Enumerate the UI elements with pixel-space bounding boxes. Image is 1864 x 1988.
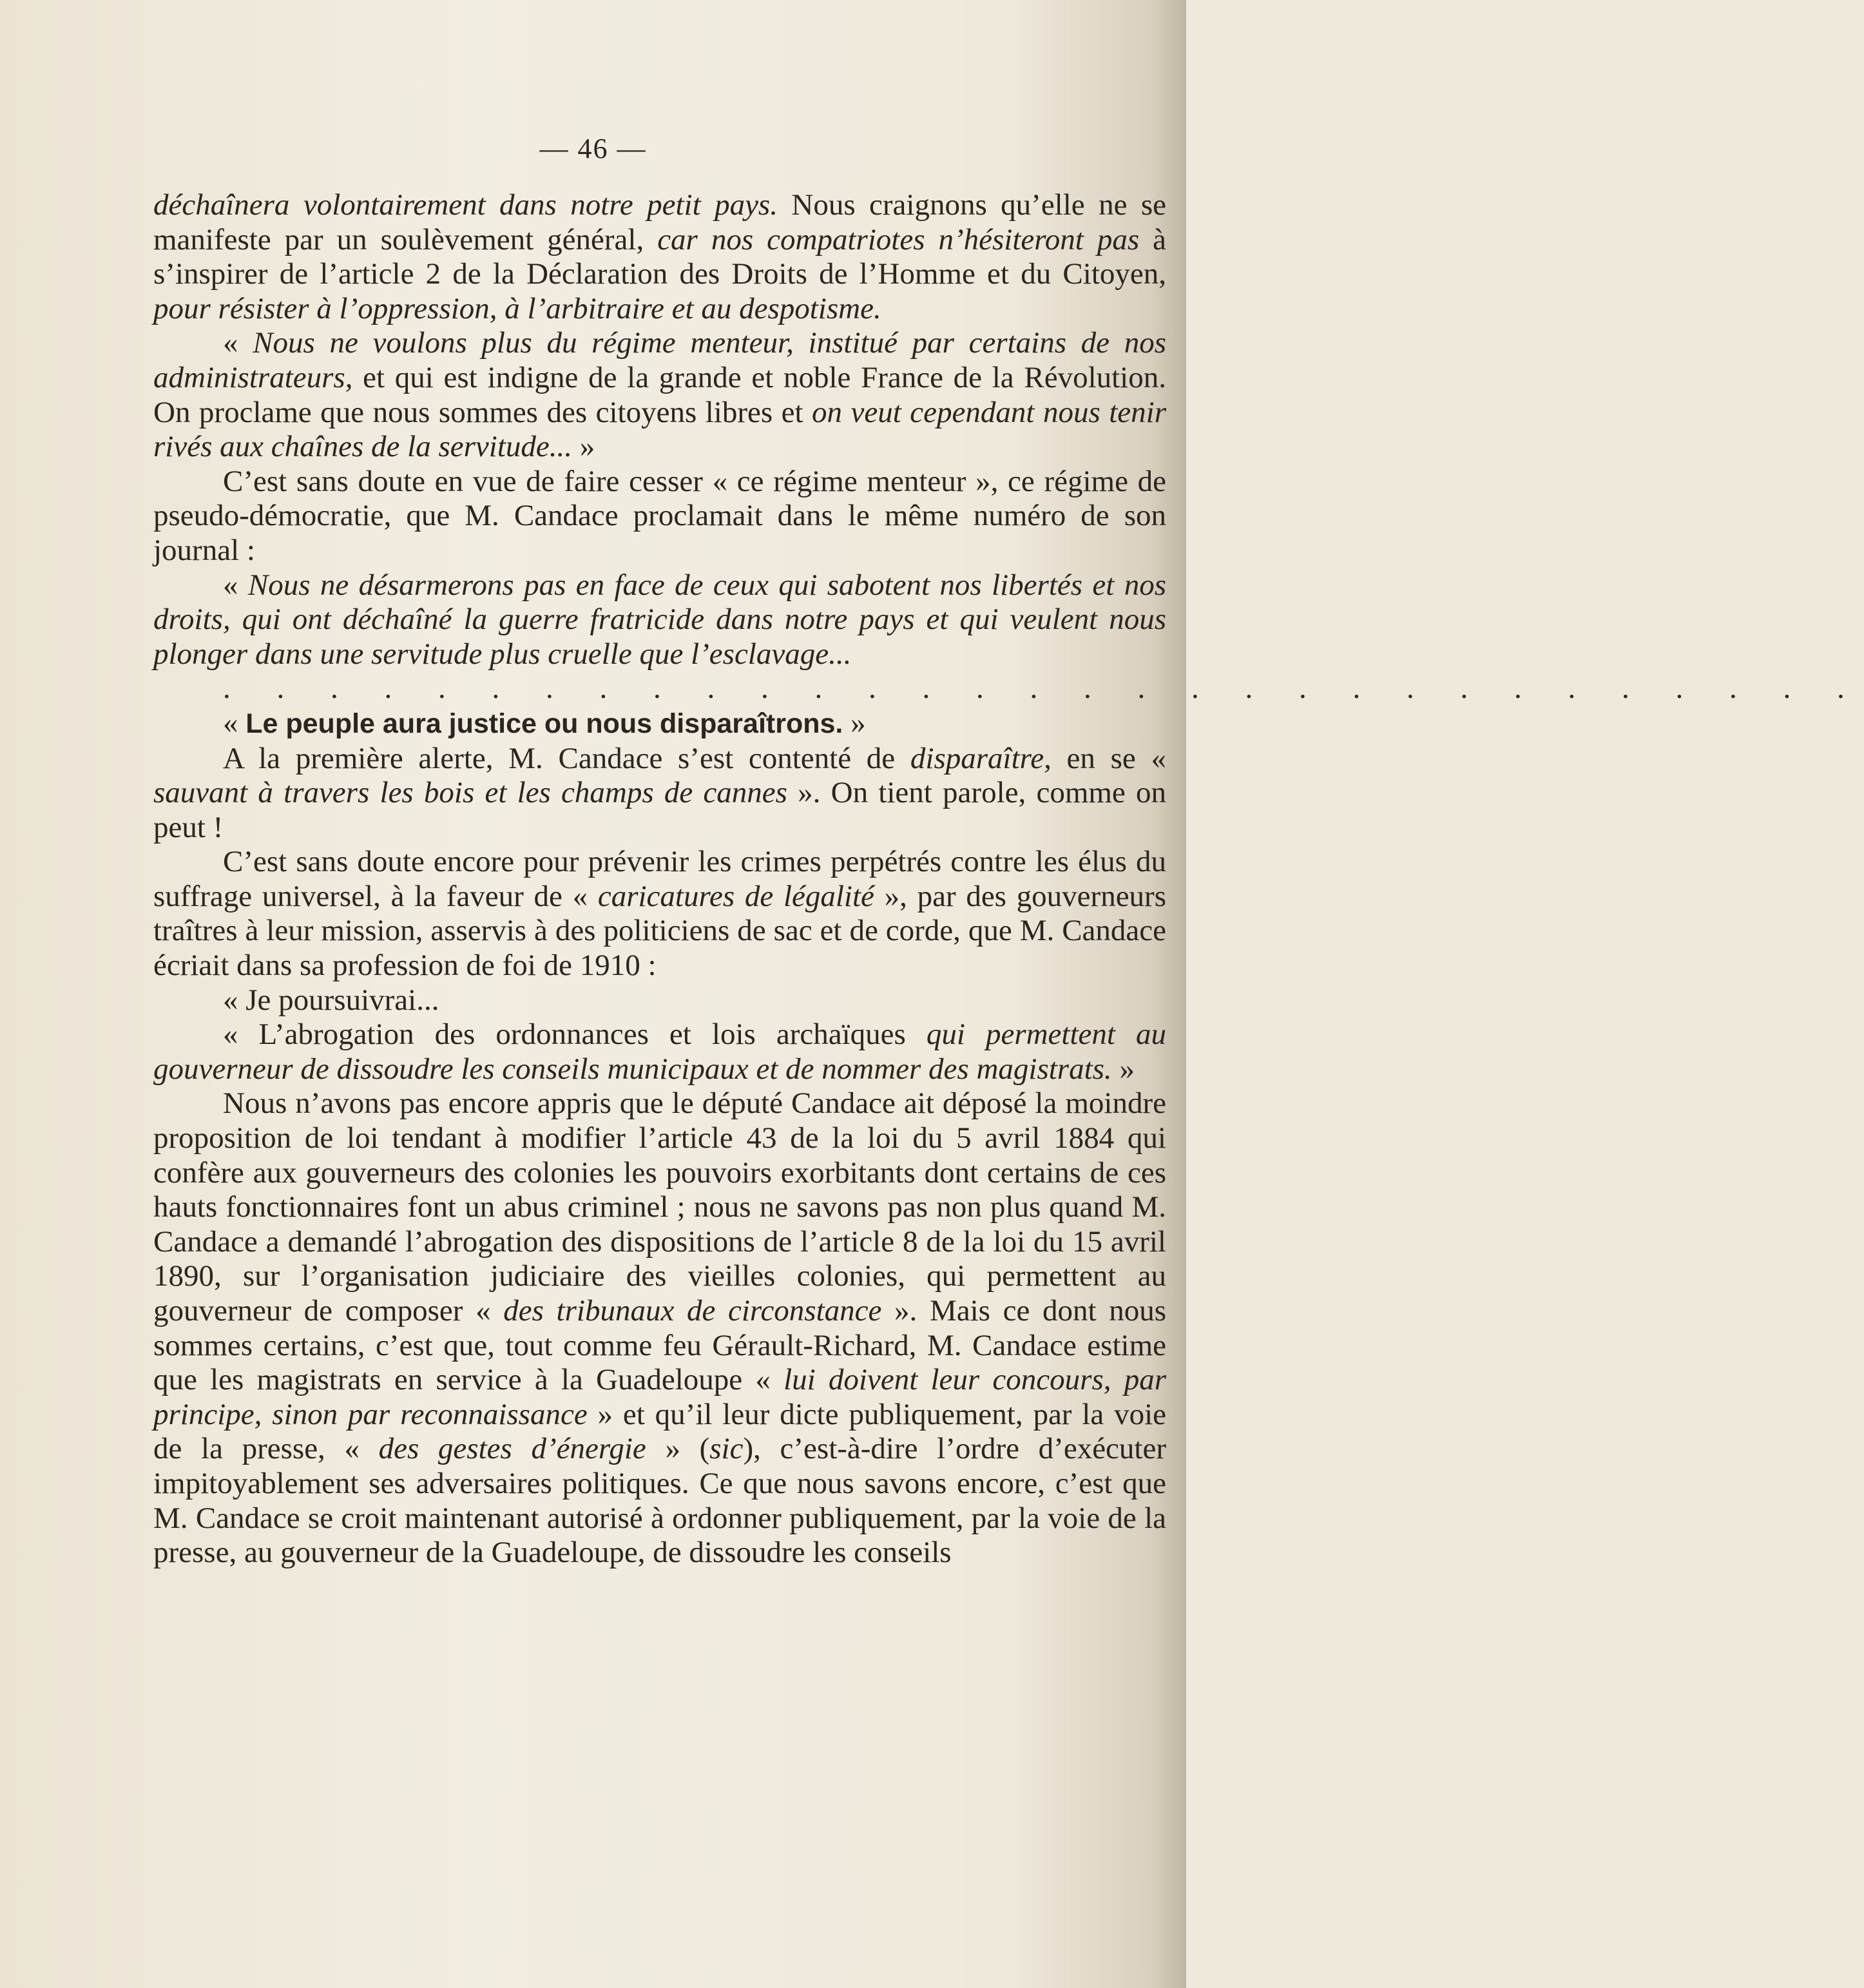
text-segment: » (	[646, 1432, 710, 1466]
text-segment: »	[572, 430, 595, 464]
paragraph	[153, 1086, 1166, 1570]
text-segment: à s’inspirer de l’article 2 de la Déclaration des Droits de l’Homme et du Citoyen,	[153, 222, 1166, 291]
text-segment: « Je poursuivrai...	[223, 983, 439, 1017]
ellipsis-dots-row: . . . . . . . . . . . . . . . . . . . . . . . . . . . . . . .	[223, 671, 1864, 706]
paragraph	[153, 742, 1166, 845]
text-segment: », par des gouverneurs traîtres à leur mission, asservis à des politiciens de sac et de corde, que M. Candace écriait dans sa profession de foi de 1910 :	[153, 879, 1166, 983]
paragraph	[153, 465, 1166, 568]
italic-text-segment: pour résister à l’oppression, à l’arbitraire et au despotisme.	[153, 291, 881, 325]
paragraph	[153, 983, 1166, 1018]
text-segment: « L’abrogation des ordonnances et lois archaïques	[223, 1018, 927, 1052]
text-segment: en se «	[1051, 741, 1167, 775]
text-segment: ». On tient parole, comme on peut !	[153, 776, 1167, 844]
italic-text-segment: déchaînera volontairement dans notre petit pays.	[153, 188, 778, 222]
paragraph	[153, 568, 1166, 672]
text-segment: »	[1111, 1052, 1135, 1086]
italic-text-segment: des tribunaux de circonstance	[503, 1294, 882, 1327]
text-segment: ), c’est-à-dire l’ordre d’exécuter impitoyablement ses adversaires politiques. Ce que nous savons encore, c’est que M. Candace se croit maintenant autorisé à ordonner publiquement, par la voie de la presse, au gouverneur de la Guadeloupe, de dissoudre les conseils	[153, 1432, 1166, 1570]
text-block-upper	[153, 188, 1166, 671]
italic-text-segment: car nos compatriotes n’hésiteront pas	[657, 222, 1140, 256]
italic-text-segment: on veut cependant nous tenir rivés aux chaînes de la servitude...	[153, 395, 1166, 464]
italic-text-segment: lui doivent leur concours, par principe, sinon par reconnaissance	[153, 1363, 1166, 1431]
italic-text-segment: disparaître,	[910, 741, 1052, 775]
paragraph	[153, 326, 1166, 464]
italic-text-segment: des gestes d’énergie	[378, 1432, 646, 1466]
text-segment: C’est sans doute en vue de faire cesser « ce régime menteur », ce régime de pseudo-démocratie, que M. Candace proclamait dans le même numéro de son journal :	[153, 464, 1166, 567]
italic-text-segment: caricatures de légalité	[597, 879, 874, 913]
text-segment: «	[223, 568, 248, 602]
heading-close-quote: »	[843, 706, 866, 740]
text-segment: » et qu’il leur dicte publiquement, par la voie de la presse, «	[153, 1397, 1166, 1466]
text-segment: C’est sans doute encore pour prévenir les crimes perpétrés contre les élus du suffrage universel, à la faveur de «	[153, 845, 1166, 913]
italic-text-segment: Nous ne voulons plus du régime menteur, institué par certains de nos administrateurs,	[153, 326, 1167, 394]
text-segment: Nous craignons qu’elle ne se manifeste par un soulèvement général,	[153, 188, 1166, 256]
section-heading	[153, 706, 1166, 742]
text-segment: A la première alerte, M. Candace s’est contenté de	[223, 741, 910, 775]
paragraph	[153, 1018, 1166, 1086]
body-text	[153, 188, 1864, 1570]
heading-text: Le peuple aura justice ou nous disparaîtrons.	[245, 708, 843, 739]
text-segment: ». Mais ce dont nous sommes certains, c’est que, tout comme feu Gérault-Richard, M. Candace estime que les magistrats en service à la Guadeloupe «	[153, 1294, 1166, 1397]
italic-text-segment: Nous ne désarmerons pas en face de ceux qui sabotent nos libertés et nos droits, qui ont déchaîné la guerre fratricide dans notre pays et qui veulent nous plonger dans une servitude plus cruelle que l’esclavage...	[153, 568, 1166, 671]
text-segment: Nous n’avons pas encore appris que le député Candace ait déposé la moindre proposition de loi tendant à modifier l’article 43 de la loi du 5 avril 1884 qui confère aux gouverneurs des colonies les pouvoirs exorbitants dont certains de ces hauts fonctionnaires font un abus criminel ; nous ne savons pas non plus quand M. Candace a demandé l’abrogation des dispositions de l’article 8 de la loi du 15 avril 1890, sur l’organisation judiciaire des vieilles colonies, qui permettent au gouverneur de composer «	[153, 1086, 1166, 1327]
text-segment: et qui est indigne de la grande et noble France de la Révolution. On proclame que nous sommes des citoyens libres et	[153, 360, 1166, 429]
italic-text-segment: sauvant à travers les bois et les champs de cannes	[153, 776, 787, 810]
paragraph	[153, 845, 1166, 983]
italic-text-segment: sic	[709, 1432, 744, 1466]
text-block-lower	[153, 742, 1166, 1570]
italic-text-segment: qui permettent au gouverneur de dissoudre les conseils municipaux et de nommer des magistrats.	[153, 1018, 1166, 1086]
page-number: — 46 —	[539, 133, 647, 164]
paragraph	[153, 188, 1166, 326]
heading-open-quote: «	[223, 706, 246, 740]
text-segment: «	[223, 326, 253, 360]
